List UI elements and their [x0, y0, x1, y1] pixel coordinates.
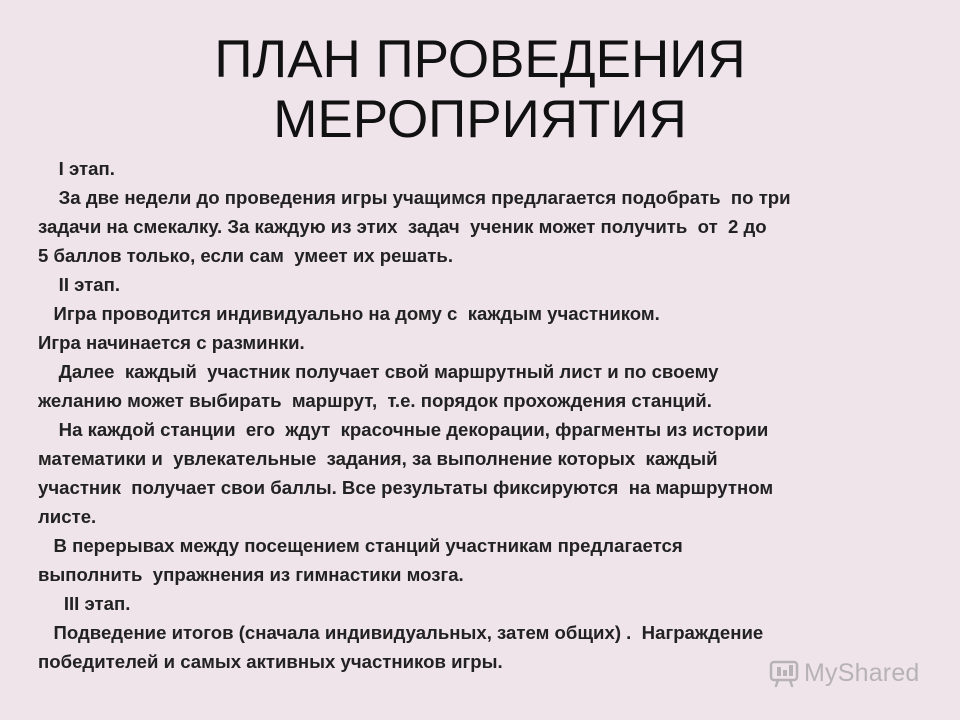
watermark-text: MyShared	[804, 658, 920, 687]
body-line: 5 баллов только, если сам умеет их решать.	[38, 245, 453, 266]
body-line: Далее каждый участник получает свой маршрутный лист и по своему	[38, 361, 719, 382]
body-line: Подведение итогов (сначала индивидуальных, затем общих) . Награждение	[38, 622, 764, 643]
body-line: На каждой станции его ждут красочные декорации, фрагменты из истории	[38, 419, 769, 440]
page-title	[0, 30, 960, 150]
title-line-1: ПЛАН ПРОВЕДЕНИЯ	[214, 30, 746, 89]
body-line: II этап.	[38, 274, 121, 295]
body-line: III этап.	[38, 593, 131, 614]
slide-body	[38, 154, 928, 676]
body-line: желанию может выбирать маршрут, т.е. порядок прохождения станций.	[38, 390, 712, 411]
body-line: задачи на смекалку. За каждую из этих задач ученик может получить от 2 до	[38, 216, 767, 237]
body-line: победителей и самых активных участников игры.	[38, 651, 503, 672]
body-line: Игра проводится индивидуально на дому с каждым участником.	[38, 303, 660, 324]
body-line: математики и увлекательные задания, за выполнение которых каждый	[38, 448, 718, 469]
body-line: листе.	[38, 506, 97, 527]
title-line-2: МЕРОПРИЯТИЯ	[273, 90, 687, 149]
myshared-logo-icon	[768, 657, 800, 689]
body-line: I этап.	[38, 158, 115, 179]
body-line: В перерывах между посещением станций участникам предлагается	[38, 535, 683, 556]
body-line: участник получает свои баллы. Все результаты фиксируются на маршрутном	[38, 477, 774, 498]
body-line: За две недели до проведения игры учащимся предлагается подобрать по три	[38, 187, 791, 208]
myshared-watermark	[768, 656, 920, 690]
body-line: Игра начинается с разминки.	[38, 332, 305, 353]
body-line: выполнить упражнения из гимнастики мозга.	[38, 564, 464, 585]
